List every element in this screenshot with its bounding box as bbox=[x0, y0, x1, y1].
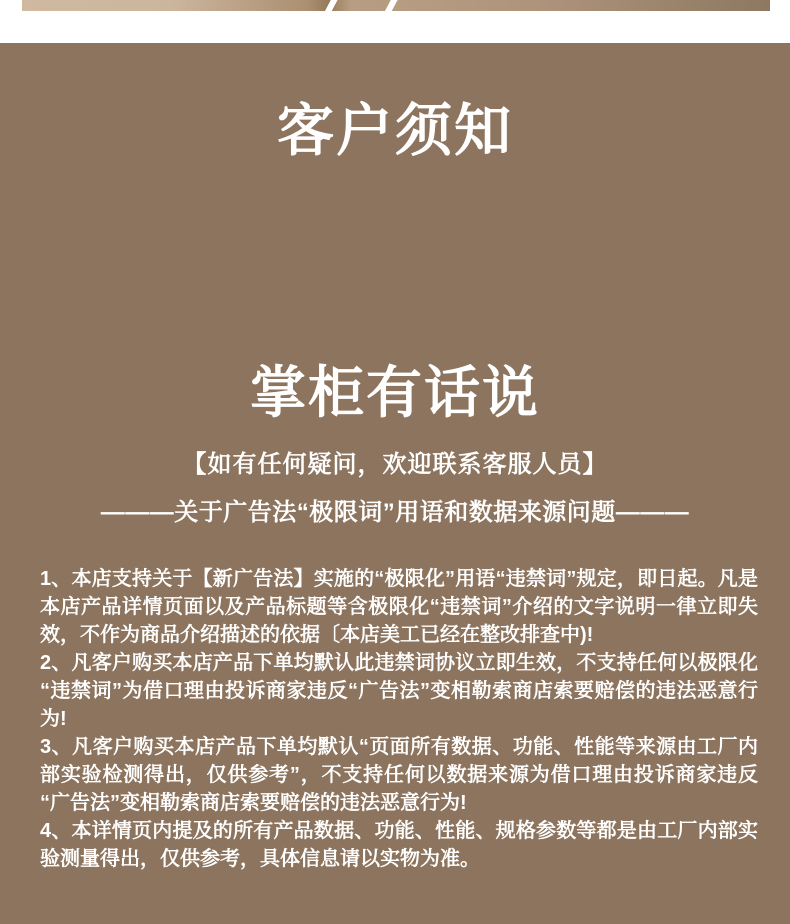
section-title-shopkeeper-message: 掌柜有话说 bbox=[250, 361, 540, 424]
chopstick-icon bbox=[383, 0, 399, 11]
chopstick-icon bbox=[323, 0, 339, 11]
notice-item-4: 4、本详情页内提及的所有产品数据、功能、性能、规格参数等都是由工厂内部实验测量得出，仅供参考，具体信息请以实物为准。 bbox=[40, 820, 758, 871]
product-photo-strip bbox=[22, 0, 770, 11]
notice-item-1: 1、本店支持关于【新广告法】实施的“极限化”用语“违禁词”规定，即日起。凡是本店产品详情页面以及产品标题等含极限化“违禁词”介绍的文字说明一律立即失效，不作为商品介绍描述的依据〔本店美工已经在整改排查中)! bbox=[40, 568, 758, 647]
notice-list bbox=[0, 565, 790, 873]
notice-item-2: 2、凡客户购买本店产品下单均默认此违禁词协议立即生效，不支持任何以极限化“违禁词”为借口理由投诉商家违反“广告法”变相勒索商店索要赔偿的违法恶意行为! bbox=[40, 652, 758, 731]
notice-panel bbox=[0, 43, 790, 924]
section-title-customer-notice: 客户须知 bbox=[277, 99, 513, 163]
contact-support-note: 【如有任何疑问，欢迎联系客服人员】 bbox=[182, 451, 608, 478]
notice-item-3: 3、凡客户购买本店产品下单均默认“页面所有数据、功能、性能等来源由工厂内部实验检测得出，仅供参考”，不支持任何以数据来源为借口理由投诉商家违反“广告法”变相勒索商店索要赔偿的违法恶意行为! bbox=[40, 736, 758, 815]
ad-law-divider-heading: ———关于广告法“极限词”用语和数据来源问题——— bbox=[100, 499, 690, 526]
